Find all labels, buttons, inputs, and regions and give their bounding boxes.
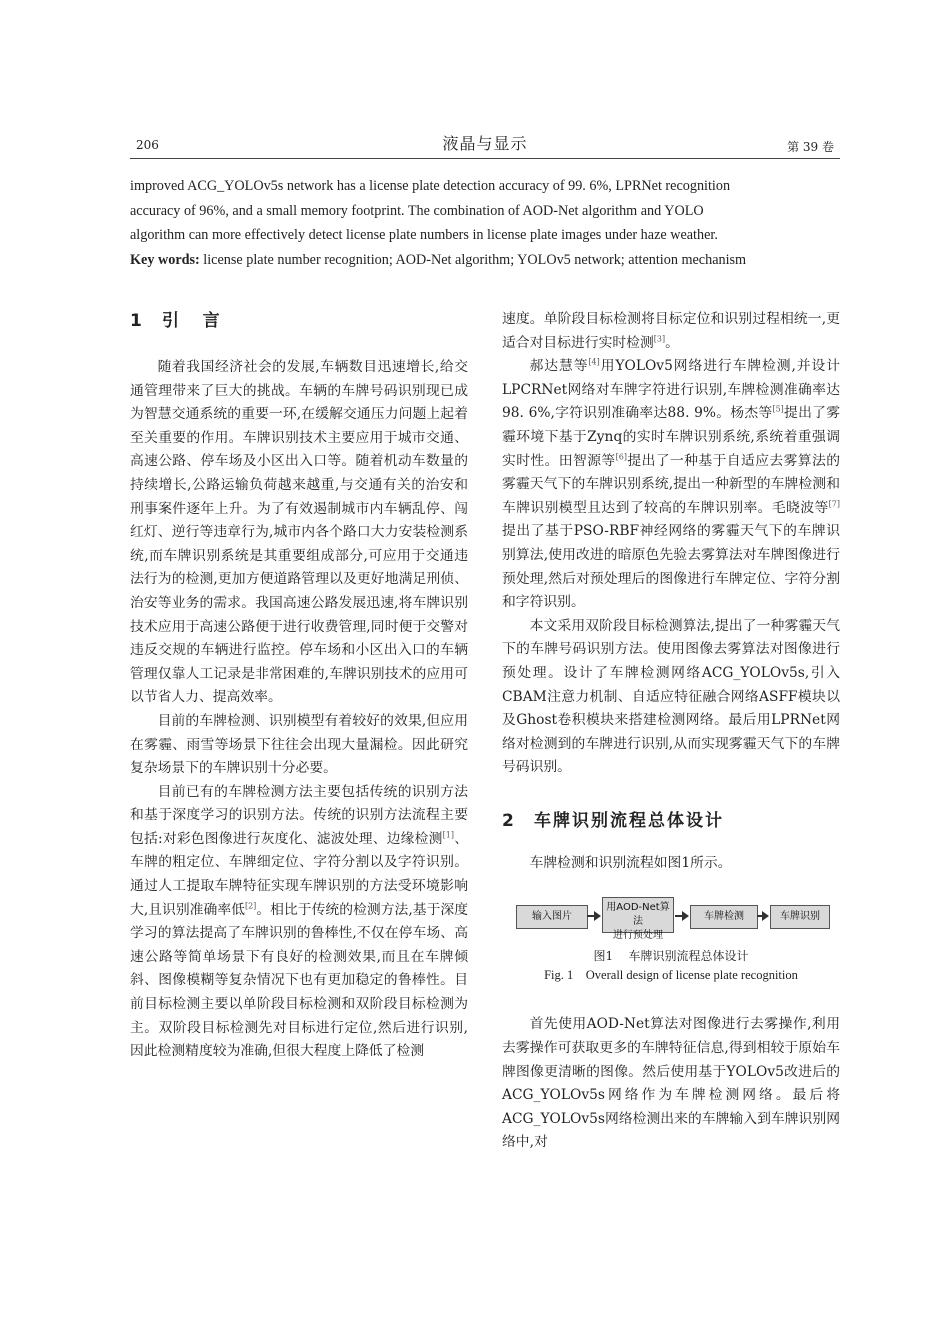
- figure-1: [502, 897, 840, 989]
- keywords-label: Key words:: [130, 251, 200, 268]
- related-part-c: 提出了雾霾环境下基于Zynq的实时车牌识别系统,系统着重强调实时性。田智源等: [502, 405, 840, 469]
- method-overview-paragraph: 本文采用双阶段目标检测算法,提出了一种雾霾天气下的车牌号码识别方法。使用图像去雾算法对图像进行预处理。设计了车牌检测网络ACG_YOLOv5s,引入CBAM注意力机制、自适应特征融合网络ASFF模块以及Ghost卷积模块来搭建检测网络。最后用LPRNet网络对检测到的车牌进行识别,从而实现雾霾天气下的车牌号码识别。: [502, 617, 840, 776]
- intro-paragraph-3: [130, 781, 468, 1064]
- intro-p3-part-a: 目前已有的车牌检测方法主要包括传统的识别方法和基于深度学习的识别方法。传统的识别方法流程主要包括:对彩色图像进行灰度化、滤波处理、边缘检测: [130, 783, 468, 847]
- intro-continuation: [502, 308, 840, 355]
- flow-arrow-3: [757, 915, 763, 917]
- flow-step-dehaze-line1: 用AOD-Net算法: [606, 902, 670, 928]
- abstract-line-3: algorithm can more effectively detect license plate numbers in license plate images under haze weather.: [130, 227, 718, 243]
- citation-6[interactable]: [6]: [615, 451, 627, 461]
- section-2-title: 车牌识别流程总体设计: [534, 810, 724, 831]
- right-column: [502, 308, 840, 1155]
- citation-1[interactable]: [1]: [442, 830, 454, 840]
- section-1-heading: [130, 306, 468, 336]
- section-2-paragraph: 首先使用AOD-Net算法对图像进行去雾操作,利用去雾操作可获取更多的车牌特征信息,得到相较于原始车牌图像更清晰的图像。然后使用基于YOLOv5改进后的ACG_YOLOv5s网络作为车牌检测网络。最后将ACG_YOLOv5s网络检测出来的车牌输入到车牌识别网络中,对: [502, 1016, 840, 1151]
- citation-7[interactable]: [7]: [828, 499, 840, 509]
- intro-paragraph-2: 目前的车牌检测、识别模型有着较好的效果,但应用在雾霾、雨雪等场景下往往会出现大量漏检。因此研究复杂场景下的车牌识别十分必要。: [130, 712, 468, 777]
- keywords-text: license plate number recognition; AOD-Net algorithm; YOLOv5 network; attention mechanism: [203, 251, 747, 268]
- abstract-line-1: improved ACG_YOLOv5s network has a license plate detection accuracy of 99. 6%, LPRNet recognition: [130, 178, 731, 194]
- flow-step-dehaze: [602, 897, 674, 942]
- flow-step-detect: 车牌检测: [690, 905, 758, 929]
- flow-arrow-2: [675, 915, 683, 917]
- citation-4[interactable]: [4]: [588, 357, 600, 367]
- intro-p3-part-c: 。相比于传统的检测方法,基于深度学习的算法提高了车牌识别的鲁棒性,不仅在停车场、高速公路等简单场景下有良好的检测效果,而且在车牌倾斜、图像模糊等复杂情况下也有更加稳定的鲁棒性。目前目标检测主要以单阶段目标检测和双阶段目标检测为主。双阶段目标检测先对目标进行定位,然后进行识别,因此检测精度较为准确,但很大程度上降低了检测: [130, 901, 469, 1060]
- keywords: [130, 248, 840, 273]
- related-work-paragraph: [502, 355, 840, 615]
- page-number: 206: [136, 138, 159, 152]
- journal-title: 液晶与显示: [442, 134, 528, 153]
- flow-step-recognize: 车牌识别: [770, 905, 830, 929]
- section-2-number: 2: [502, 810, 514, 831]
- english-abstract: [130, 174, 840, 272]
- volume-label: 第 39 卷: [787, 140, 834, 154]
- flow-step-dehaze-line2: 进行预处理: [613, 930, 663, 942]
- abstract-line-2: accuracy of 96%, and a small memory footprint. The combination of AOD-Net algorithm and YOLO: [130, 202, 704, 219]
- left-column: [130, 306, 468, 1064]
- intro-paragraph-1: 随着我国经济社会的发展,车辆数目迅速增长,给交通管理带来了巨大的挑战。车辆的车牌号码识别现已成为智慧交通系统的重要一环,在缓解交通压力问题上起着至关重要的作用。车牌识别技术主要应用于城市交通、高速公路、停车场及小区出入口等。随着机动车数量的持续增长,公路运输负荷越来越重,与交通有关的治安和刑事案件逐年上升。为了有效遏制城市内车辆乱停、闯红灯、逆行等违章行为,城市内各个路口大力安装检测系统,而车牌识别系统是其重要组成部分,可应用于交通违法行为的检测,更加方便道路管理以及更好地满足刑侦、治安等业务的需求。我国高速公路发展迅速,将车牌识别技术应用于高速公路便于进行收费管理,同时便于交警对违反交规的车辆进行监控。停车场和小区出入口的车辆管理仅靠人工记录是非常困难的,车牌识别技术的应用可以节省人力、提高效率。: [130, 359, 468, 706]
- section-1-title: 引 言: [162, 311, 220, 331]
- section-2-intro: 车牌检测和识别流程如图1所示。: [529, 854, 732, 871]
- figure-1-caption-en: Fig. 1 Overall design of license plate recognition: [544, 968, 798, 983]
- flow-step-input: 输入图片: [516, 905, 588, 929]
- figure-1-caption-cn: 图1 车牌识别流程总体设计: [593, 949, 749, 964]
- intro-r1-part-b: 。: [665, 334, 679, 351]
- section-1-number: 1: [130, 311, 142, 331]
- citation-2[interactable]: [2]: [244, 901, 257, 911]
- intro-r1-part-a: 速度。单阶段目标检测将目标定位和识别过程相统一,更适合对目标进行实时检测: [502, 311, 840, 351]
- related-part-e: 提出了基于PSO-RBF神经网络的雾霾天气下的车牌识别算法,使用改进的暗原色先验去雾算法对车牌图像进行预处理,然后对预处理后的图像进行车牌定位、字符分割和字符识别。: [502, 523, 840, 611]
- flow-arrow-1: [587, 915, 595, 917]
- running-header: [130, 130, 840, 159]
- related-part-b: 用YOLOv5网络进行车牌检测,并设计LPCRNet网络对车牌字符进行识别,车牌检测准确率达98. 6%,字符识别准确率达88. 9%。杨杰等: [502, 358, 840, 422]
- related-part-a: 郝达慧等: [529, 358, 589, 375]
- flowchart: [502, 897, 840, 942]
- related-part-d: 提出了一种基于自适应去雾算法的雾霾天气下的车牌识别系统,提出一种新型的车牌检测和车牌识别模型且达到了较高的车牌识别率。毛晓波等: [502, 452, 841, 516]
- citation-5[interactable]: [5]: [772, 404, 784, 414]
- intro-p3-part-b: 、车牌的粗定位、车牌细定位、字符分割以及字符识别。通过人工提取车牌特征实现车牌识别的方法受环境影响大,且识别准确率低: [130, 830, 468, 918]
- section-2-heading: [502, 806, 840, 836]
- citation-3[interactable]: [3]: [653, 334, 666, 343]
